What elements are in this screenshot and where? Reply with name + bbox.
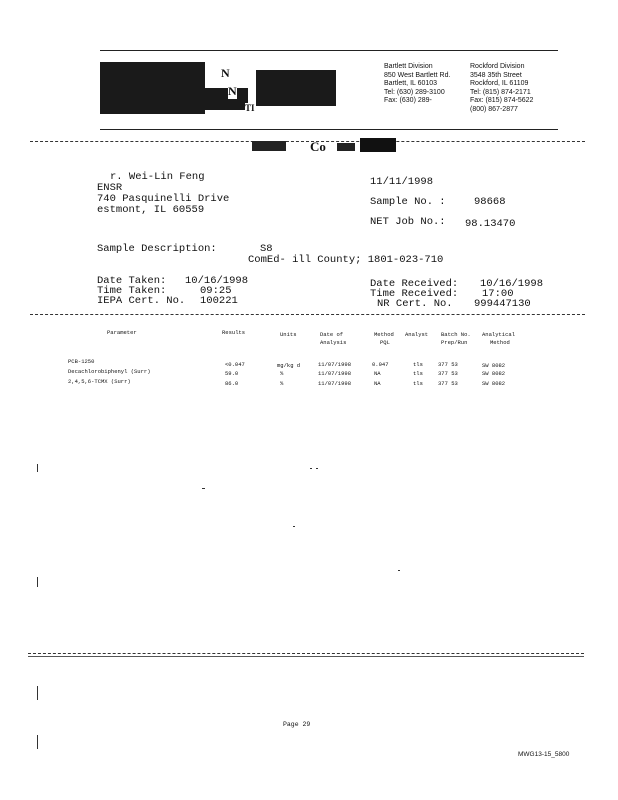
col-header-pql: PQL bbox=[380, 339, 390, 346]
letterhead-bottom-rule bbox=[100, 129, 558, 130]
sample-description-line2: ComEd- ill County; 1801-023-710 bbox=[248, 254, 444, 266]
logo-letter: TI bbox=[245, 103, 255, 113]
scan-tick bbox=[37, 577, 38, 587]
cell-method: SW 8082 bbox=[482, 370, 506, 377]
col-header-analytical: Analytical bbox=[482, 331, 516, 338]
col-header-analyst: Analyst bbox=[405, 331, 429, 338]
sample-description-label: Sample Description: bbox=[97, 243, 217, 255]
cell-analyst: tls bbox=[413, 370, 423, 377]
client-name: r. Wei-Lin Feng bbox=[110, 171, 205, 183]
bartlett-fax: Fax: (630) 289- bbox=[384, 97, 432, 104]
rockford-address bbox=[470, 63, 533, 114]
col-header-date: Date of bbox=[320, 331, 344, 338]
iepa-cert-no: 100221 bbox=[200, 295, 238, 307]
cell-batch: 377 53 bbox=[438, 361, 458, 368]
bartlett-street: 850 West Bartlett Rd. bbox=[384, 71, 451, 79]
cell-units: mg/kg d bbox=[277, 362, 301, 369]
cell-parameter: Decachlorobiphenyl (Surr) bbox=[68, 368, 151, 375]
col-header-method: Method bbox=[374, 331, 394, 338]
results-table-body bbox=[0, 358, 618, 398]
cell-method: SW 8082 bbox=[482, 362, 506, 369]
cell-date: 11/07/1998 bbox=[318, 361, 352, 368]
time-taken: 09:25 bbox=[200, 285, 232, 297]
client-city: estmont, IL 60559 bbox=[97, 204, 205, 216]
page-number: Page 29 bbox=[283, 721, 311, 728]
rockford-city: Rockford, IL 61109 bbox=[470, 80, 529, 87]
cell-date: 11/07/1998 bbox=[318, 380, 352, 387]
table-row bbox=[0, 368, 618, 378]
bartlett-city: Bartlett, IL 60103 bbox=[384, 80, 438, 87]
job-no: 98.13470 bbox=[465, 218, 516, 230]
company-logo-right bbox=[256, 70, 336, 106]
logo-letter: N bbox=[228, 84, 237, 98]
heading-redaction bbox=[360, 138, 396, 152]
scan-speck bbox=[316, 468, 318, 469]
client-street: 740 Pasquinelli Drive bbox=[97, 193, 230, 205]
cell-batch: 377 53 bbox=[438, 380, 458, 387]
sample-no-label: Sample No. : bbox=[370, 196, 446, 208]
rockford-phone2: (800) 867-2877 bbox=[470, 105, 518, 113]
nr-cert-no: 999447130 bbox=[474, 298, 531, 310]
heading-redaction bbox=[337, 143, 355, 151]
letterhead-top-rule bbox=[100, 50, 558, 51]
heading-redaction bbox=[252, 141, 286, 151]
bartlett-name: Bartlett Division bbox=[384, 63, 433, 70]
scan-speck bbox=[310, 468, 312, 469]
logo-letter: N bbox=[221, 66, 230, 80]
bartlett-tel: Tel: (630) 289-3100 bbox=[384, 88, 445, 96]
col-header-prep-run: Prep/Run bbox=[441, 339, 468, 346]
job-no-label: NET Job No.: bbox=[370, 216, 446, 228]
rockford-fax: Fax: (815) 874-5622 bbox=[470, 97, 534, 104]
iepa-cert-label: IEPA Cert. No. bbox=[97, 295, 186, 307]
cell-units: % bbox=[280, 370, 284, 377]
cell-parameter: 2,4,5,6-TCMX (Surr) bbox=[68, 378, 131, 385]
table-row bbox=[0, 378, 618, 388]
cell-pql: NA bbox=[374, 370, 381, 377]
cell-parameter: PCB-1250 bbox=[68, 358, 95, 365]
cell-date: 11/07/1998 bbox=[318, 370, 352, 377]
date-taken-label: Date Taken: bbox=[97, 275, 167, 287]
scan-speck bbox=[293, 526, 295, 527]
col-header-date-2: Analysis bbox=[320, 339, 347, 346]
client-company: ENSR bbox=[97, 182, 123, 194]
scan-tick bbox=[37, 686, 38, 700]
cell-results: 86.0 bbox=[225, 380, 239, 387]
cell-pql: NA bbox=[374, 380, 381, 387]
cell-method: SW 8082 bbox=[482, 380, 506, 387]
cell-pql: 0.047 bbox=[372, 361, 389, 368]
cell-units: % bbox=[280, 380, 284, 387]
cell-results: <0.047 bbox=[225, 361, 245, 368]
document-id: MWG13-15_5800 bbox=[518, 751, 570, 758]
cell-analyst: tls bbox=[413, 361, 423, 368]
rockford-street: 3548 35th Street bbox=[470, 71, 522, 79]
date-received: 10/16/1998 bbox=[480, 278, 544, 290]
report-heading: Co bbox=[310, 139, 326, 154]
rockford-tel: Tel: (815) 874-2171 bbox=[470, 88, 531, 96]
time-taken-label: Time Taken: bbox=[97, 285, 167, 297]
rockford-name: Rockford Division bbox=[470, 63, 525, 70]
scan-tick bbox=[37, 464, 38, 472]
col-header-batch: Batch No. bbox=[441, 331, 471, 338]
scan-speck bbox=[398, 570, 400, 571]
report-date: 11/11/1998 bbox=[370, 176, 434, 188]
lower-rule bbox=[28, 656, 584, 657]
section-rule bbox=[30, 314, 585, 315]
scan-tick bbox=[37, 735, 38, 749]
date-received-label: Date Received: bbox=[370, 278, 459, 290]
sample-no: 98668 bbox=[474, 196, 506, 208]
time-received: 17:00 bbox=[482, 288, 514, 300]
col-header-parameter: Parameter bbox=[107, 329, 137, 336]
col-header-units: Units bbox=[280, 331, 297, 338]
date-taken: 10/16/1998 bbox=[185, 275, 249, 287]
sample-description-value: S8 bbox=[260, 243, 273, 255]
nr-cert-label: NR Cert. No. bbox=[377, 298, 453, 310]
cell-results: 59.0 bbox=[225, 370, 239, 377]
cell-analyst: tls bbox=[413, 380, 423, 387]
cell-batch: 377 53 bbox=[438, 370, 458, 377]
scan-speck bbox=[202, 488, 205, 489]
company-logo-bar bbox=[100, 88, 248, 110]
page-rule bbox=[30, 141, 585, 142]
lower-rule bbox=[28, 653, 584, 654]
col-header-analytical-method: Method bbox=[490, 339, 510, 346]
col-header-results: Results bbox=[222, 329, 246, 336]
table-row bbox=[0, 358, 618, 368]
bartlett-address bbox=[384, 63, 450, 106]
time-received-label: Time Received: bbox=[370, 288, 459, 300]
